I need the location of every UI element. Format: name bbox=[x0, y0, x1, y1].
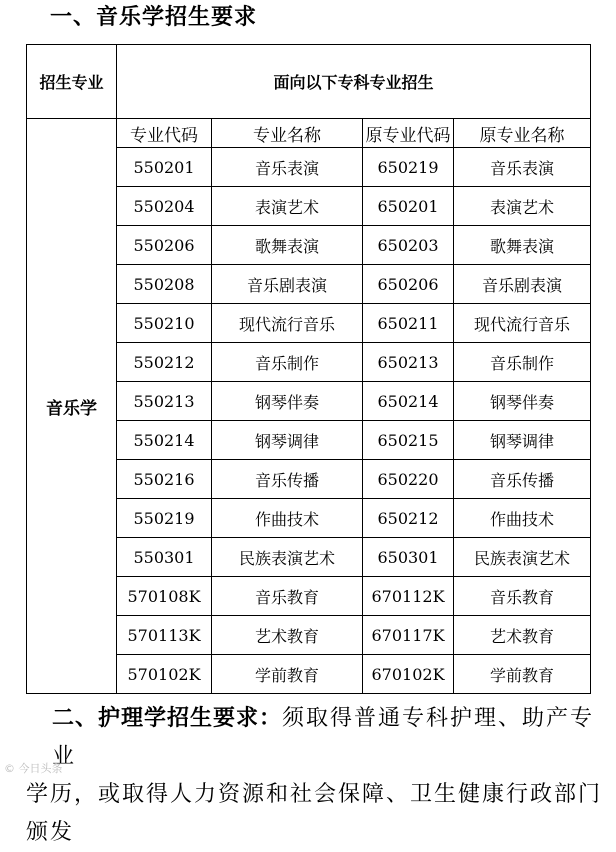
row-old-code: 650212 bbox=[363, 499, 454, 538]
row-code: 550204 bbox=[117, 187, 212, 226]
row-code: 550208 bbox=[117, 265, 212, 304]
col-header-name: 专业名称 bbox=[212, 119, 363, 148]
row-old-code: 650211 bbox=[363, 304, 454, 343]
row-code: 550201 bbox=[117, 148, 212, 187]
watermark: © 今日头条 bbox=[4, 762, 63, 775]
row-old-code: 670112K bbox=[363, 577, 454, 616]
row-code: 550213 bbox=[117, 382, 212, 421]
row-old-name: 钢琴调律 bbox=[454, 421, 591, 460]
row-name: 音乐教育 bbox=[212, 577, 363, 616]
row-name: 音乐剧表演 bbox=[212, 265, 363, 304]
row-code: 570102K bbox=[117, 655, 212, 694]
row-old-code: 670117K bbox=[363, 616, 454, 655]
major-name-cell: 音乐学 bbox=[27, 119, 117, 694]
row-name: 钢琴伴奏 bbox=[212, 382, 363, 421]
row-old-code: 650219 bbox=[363, 148, 454, 187]
row-old-code: 650301 bbox=[363, 538, 454, 577]
header-scope-label: 面向以下专科专业招生 bbox=[117, 45, 591, 119]
row-old-code: 650213 bbox=[363, 343, 454, 382]
row-old-name: 音乐剧表演 bbox=[454, 265, 591, 304]
row-code: 550212 bbox=[117, 343, 212, 382]
row-code: 550206 bbox=[117, 226, 212, 265]
row-old-code: 650215 bbox=[363, 421, 454, 460]
row-name: 表演艺术 bbox=[212, 187, 363, 226]
row-name: 艺术教育 bbox=[212, 616, 363, 655]
row-code: 550301 bbox=[117, 538, 212, 577]
row-old-name: 学前教育 bbox=[454, 655, 591, 694]
row-name: 现代流行音乐 bbox=[212, 304, 363, 343]
section-title-nursing: 二、护理学招生要求： bbox=[52, 706, 283, 731]
col-header-code: 专业代码 bbox=[117, 119, 212, 148]
row-code: 550216 bbox=[117, 460, 212, 499]
row-old-name: 民族表演艺术 bbox=[454, 538, 591, 577]
row-name: 歌舞表演 bbox=[212, 226, 363, 265]
nursing-text-line2: 学历，或取得人力资源和社会保障、卫生健康行政部门颁发 bbox=[26, 782, 603, 845]
row-code: 550210 bbox=[117, 304, 212, 343]
row-name: 钢琴调律 bbox=[212, 421, 363, 460]
row-old-name: 歌舞表演 bbox=[454, 226, 591, 265]
col-header-old-code: 原专业代码 bbox=[363, 119, 454, 148]
row-code: 570113K bbox=[117, 616, 212, 655]
column-header-row bbox=[27, 119, 591, 148]
row-old-name: 钢琴伴奏 bbox=[454, 382, 591, 421]
row-code: 550214 bbox=[117, 421, 212, 460]
row-name: 作曲技术 bbox=[212, 499, 363, 538]
row-old-code: 650214 bbox=[363, 382, 454, 421]
row-old-code: 650206 bbox=[363, 265, 454, 304]
row-name: 音乐传播 bbox=[212, 460, 363, 499]
row-old-name: 作曲技术 bbox=[454, 499, 591, 538]
section-title-music: 一、音乐学招生要求 bbox=[50, 5, 258, 30]
row-code: 550219 bbox=[117, 499, 212, 538]
row-old-name: 音乐表演 bbox=[454, 148, 591, 187]
row-name: 民族表演艺术 bbox=[212, 538, 363, 577]
row-old-code: 650203 bbox=[363, 226, 454, 265]
row-old-name: 现代流行音乐 bbox=[454, 304, 591, 343]
requirements-table bbox=[26, 44, 591, 694]
row-name: 学前教育 bbox=[212, 655, 363, 694]
header-major-label: 招生专业 bbox=[27, 45, 117, 119]
row-old-name: 表演艺术 bbox=[454, 187, 591, 226]
row-name: 音乐表演 bbox=[212, 148, 363, 187]
nursing-text-line1: 须取得普通专科护理、助产专业 bbox=[52, 706, 595, 769]
table-header-row bbox=[27, 45, 591, 119]
row-old-name: 音乐教育 bbox=[454, 577, 591, 616]
row-name: 音乐制作 bbox=[212, 343, 363, 382]
row-old-code: 650220 bbox=[363, 460, 454, 499]
row-old-code: 650201 bbox=[363, 187, 454, 226]
section-nursing bbox=[26, 700, 616, 852]
row-old-name: 音乐制作 bbox=[454, 343, 591, 382]
row-code: 570108K bbox=[117, 577, 212, 616]
col-header-old-name: 原专业名称 bbox=[454, 119, 591, 148]
row-old-name: 音乐传播 bbox=[454, 460, 591, 499]
row-old-name: 艺术教育 bbox=[454, 616, 591, 655]
row-old-code: 670102K bbox=[363, 655, 454, 694]
